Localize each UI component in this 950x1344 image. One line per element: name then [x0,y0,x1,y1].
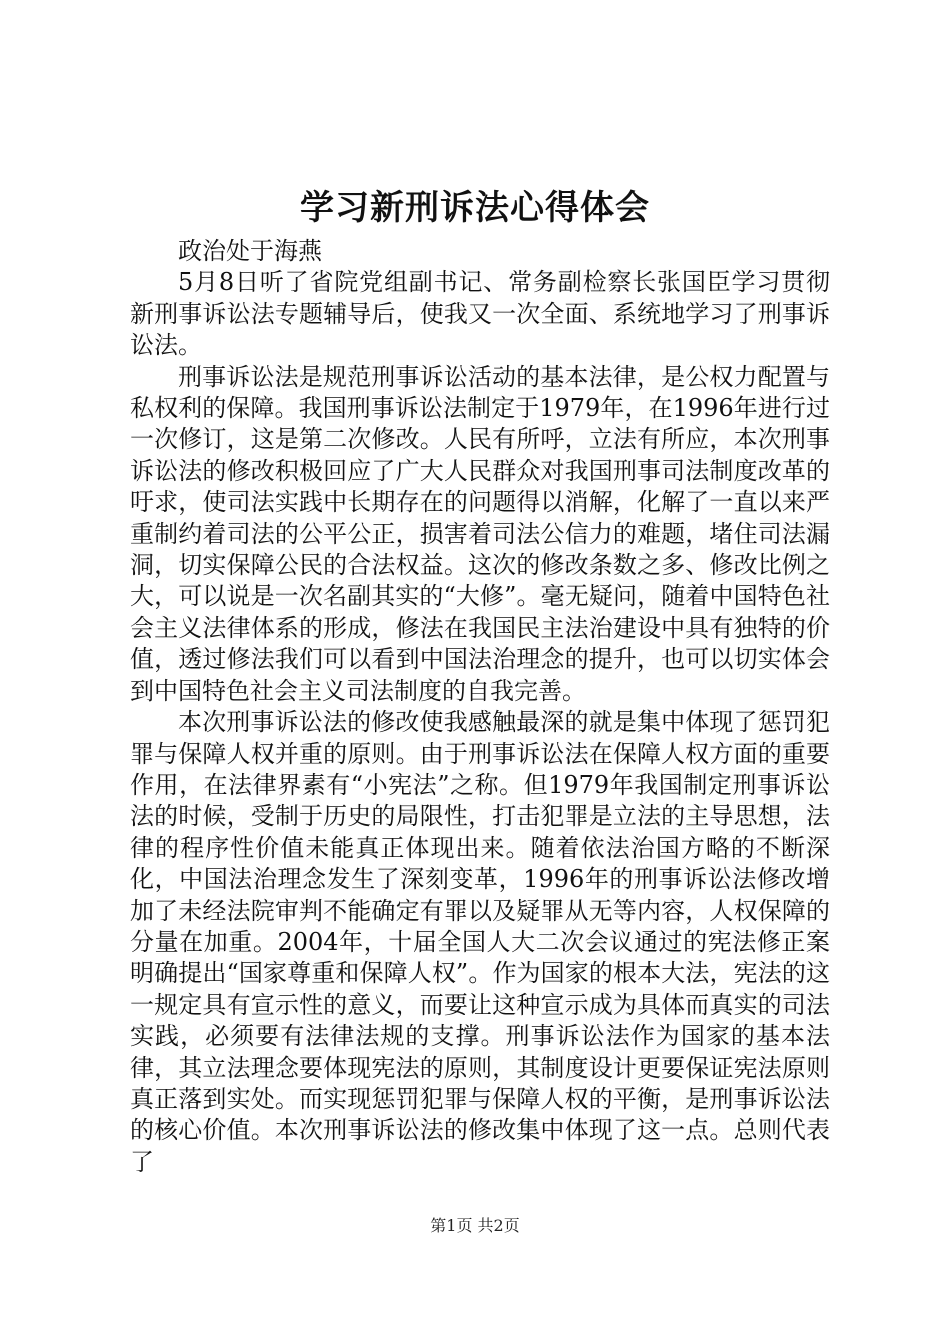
paragraph-3: 本次刑事诉讼法的修改使我感触最深的就是集中体现了惩罚犯罪与保障人权并重的原则。由于刑事诉讼法在保障人权方面的重要作用，在法律界素有“小宪法”之称。但1979年我国制定刑事诉讼法的时候，受制于历史的局限性，打击犯罪是立法的主导思想，法律的程序性价值未能真正体现出来。随着依法治国方略的不断深化，中国法治理念发生了深刻变革，1996年的刑事诉讼法修改增加了未经法院审判不能确定有罪以及疑罪从无等内容，人权保障的分量在加重。2004年，十届全国人大二次会议通过的宪法修正案明确提出“国家尊重和保障人权”。作为国家的根本大法，宪法的这一规定具有宣示性的意义，而要让这种宣示成为具体而真实的司法实践，必须要有法律法规的支撑。刑事诉讼法作为国家的基本法律，其立法理念要体现宪法的原则，其制度设计更要保证宪法原则真正落到实处。而实现惩罚犯罪与保障人权的平衡，是刑事诉讼法的核心价值。本次刑事诉讼法的修改集中体现了这一点。总则代表了 [130,708,830,1176]
paragraph-1: 5月8日听了省院党组副书记、常务副检察长张国臣学习贯彻新刑事诉讼法专题辅导后，使我又一次全面、系统地学习了刑事诉讼法。 [130,268,830,360]
paragraph-2: 刑事诉讼法是规范刑事诉讼活动的基本法律，是公权力配置与私权利的保障。我国刑事诉讼法制定于1979年，在1996年进行过一次修订，这是第二次修改。人民有所呼，立法有所应，本次刑事诉讼法的修改积极回应了广大人民群众对我国刑事司法制度改革的吁求，使司法实践中长期存在的问题得以消解，化解了一直以来严重制约着司法的公平公正，损害着司法公信力的难题，堵住司法漏洞，切实保障公民的合法权益。这次的修改条数之多、修改比例之大，可以说是一次名副其实的“大修”。毫无疑问，随着中国特色社会主义法律体系的形成，修法在我国民主法治建设中具有独特的价值，透过修法我们可以看到中国法治理念的提升，也可以切实体会到中国特色社会主义司法制度的自我完善。 [130,362,830,705]
page-footer: 第1页 共2页 [430,1216,520,1235]
author-line: 政治处于海燕 [178,237,322,265]
document-body [130,236,830,1178]
document-title: 学习新刑诉法心得体会 [300,188,650,228]
